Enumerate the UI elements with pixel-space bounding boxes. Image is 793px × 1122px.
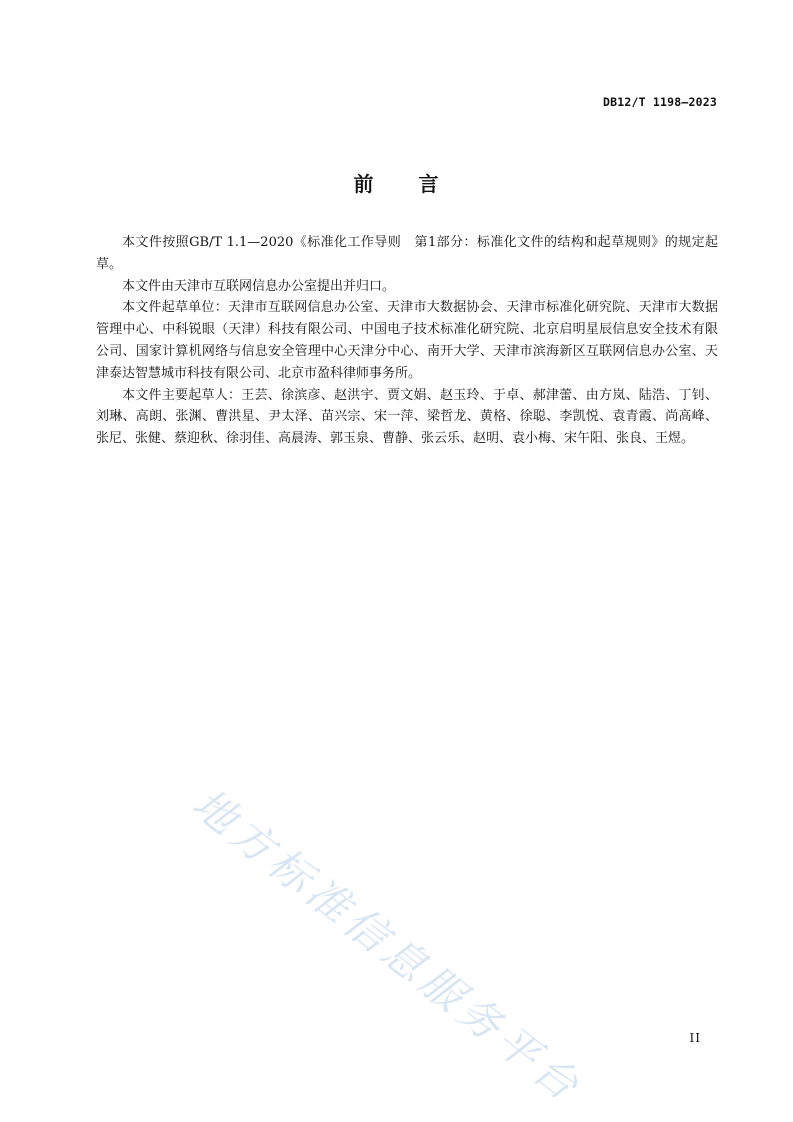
- section-title: [0, 168, 793, 197]
- watermark-text: 地方标准信息服务平台: [183, 778, 592, 1113]
- paragraph-drafters: 本文件主要起草人：王芸、徐滨彦、赵洪宇、贾文娟、赵玉玲、于卓、郝津蕾、由方岚、陆浩、丁钊、刘琳、高朗、张渊、曹洪星、尹太泽、苗兴宗、宋一萍、梁哲龙、黄格、徐聪、李凯悦、袁青霞、尚高峰、张尼、张健、蔡迎秋、徐羽佳、高晨涛、郭玉泉、曹静、张云乐、赵明、袁小梅、宋午阳、张良、王煜。: [96, 387, 718, 447]
- paragraph-drafting-rules: 本文件按照GB/T 1.1—2020《标准化工作导则 第1部分：标准化文件的结构和起草规则》的规定起草。: [96, 235, 718, 272]
- foreword-body: [96, 232, 718, 450]
- title-char-1: 前: [353, 172, 375, 196]
- paragraph-drafting-units: 本文件起草单位：天津市互联网信息办公室、天津市大数据协会、天津市标准化研究院、天津市大数据管理中心、中科锐眼（天津）科技有限公司、中国电子技术标准化研究院、北京启明星辰信息安全技术有限公司、国家计算机网络与信息安全管理中心天津分中心、南开大学、天津市滨海新区互联网信息办公室、天津泰达智慧城市科技有限公司、北京市盈科律师事务所。: [96, 300, 718, 381]
- page-number: II: [689, 1031, 701, 1045]
- document-code: DB12/T 1198—2023: [603, 95, 717, 109]
- paragraph-proposer: 本文件由天津市互联网信息办公室提出并归口。: [122, 278, 396, 294]
- title-char-2: 言: [418, 172, 440, 196]
